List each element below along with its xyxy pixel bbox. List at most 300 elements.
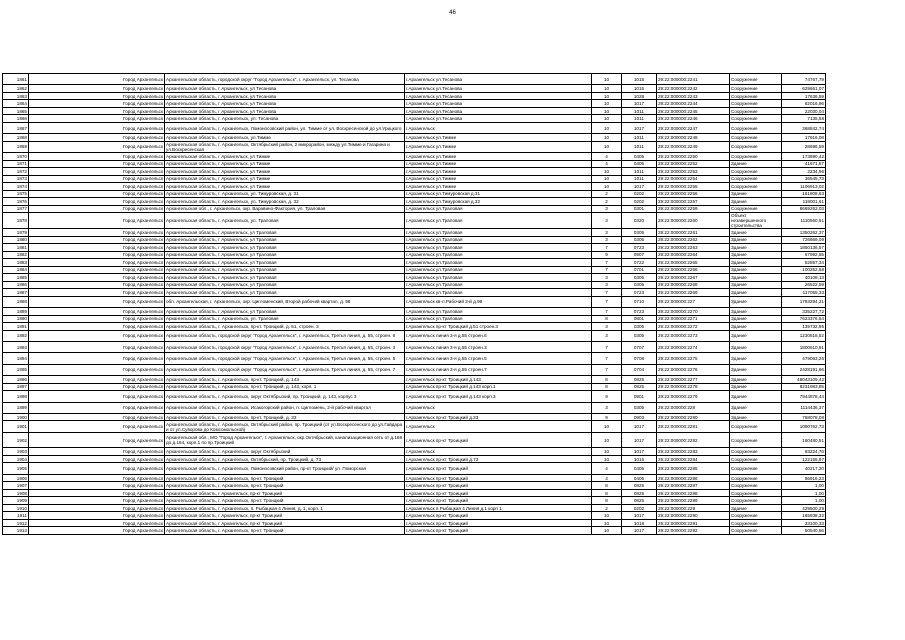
code-subsection-cell: 0704	[622, 364, 657, 375]
municipality-cell: Город Архангельск	[29, 463, 165, 474]
address-cell: Архангельская область, г Архангельск, пр-кт Троицкий	[165, 512, 405, 520]
cadastral-number-cell: 29:22:000000:2242	[657, 85, 730, 93]
object-type-cell: Сооружение	[730, 463, 782, 474]
code-section-cell: 9	[592, 391, 622, 402]
code-section-cell: 10	[592, 115, 622, 123]
code-subsection-cell: 1011	[622, 134, 657, 142]
row-number-cell: 1894	[3, 353, 29, 364]
municipality-cell: Город Архангельск	[29, 482, 165, 490]
municipality-cell: Город Архангельск	[29, 205, 165, 213]
municipality-cell: Город Архангельск	[29, 383, 165, 391]
code-subsection-cell: 1017	[622, 432, 657, 448]
cadastral-number-cell: 29:22:000000:2241	[657, 74, 730, 85]
value-cell: 1090762,73	[782, 421, 826, 432]
table-row	[3, 92, 826, 100]
code-section-cell: 10	[592, 448, 622, 456]
value-cell: 1,00	[782, 489, 826, 497]
row-number-cell: 1861	[3, 74, 29, 85]
table-row	[3, 251, 826, 259]
table-row	[3, 519, 826, 527]
object-type-cell: Здание	[730, 383, 782, 391]
value-cell: 1110560,51	[782, 213, 826, 229]
object-type-cell: Здание	[730, 160, 782, 168]
code-section-cell: 10	[592, 74, 622, 85]
location-cell: г.Архангельск ул.Траловая	[405, 274, 592, 282]
object-type-cell: Сооружение	[730, 85, 782, 93]
table-row	[3, 168, 826, 176]
cadastral-number-cell: 29:22:000000:2259	[657, 205, 730, 213]
location-cell: г.Архангельск ул.Тесанова	[405, 74, 592, 85]
code-subsection-cell: 1011	[622, 175, 657, 183]
object-type-cell: Здание	[730, 376, 782, 384]
municipality-cell: Город Архангельск	[29, 236, 165, 244]
row-number-cell: 1913	[3, 527, 29, 535]
municipality-cell: Город Архангельск	[29, 251, 165, 259]
table-row	[3, 175, 826, 183]
value-cell: 1,00	[782, 482, 826, 490]
row-number-cell: 1875	[3, 190, 29, 198]
location-cell: г.Архангельск ул.Тимме	[405, 175, 592, 183]
object-type-cell: Здание	[730, 289, 782, 297]
cadastral-number-cell: 29:22:000000:2260	[657, 213, 730, 229]
object-type-cell: Здание	[730, 323, 782, 331]
row-number-cell: 1881	[3, 244, 29, 252]
object-type-cell: Объект незавершенного строительства	[730, 213, 782, 229]
row-number-cell: 1884	[3, 266, 29, 274]
code-section-cell: 10	[592, 519, 622, 527]
row-number-cell: 1896	[3, 376, 29, 384]
location-cell: г.Архангельск пр-кт Троицкий д.143	[405, 376, 592, 384]
code-section-cell: 10	[592, 527, 622, 535]
code-section-cell: 3	[592, 213, 622, 229]
row-number-cell: 1905	[3, 463, 29, 474]
cadastral-number-cell: 29:22:000000:2263	[657, 244, 730, 252]
location-cell: г.Архангельск ул.Тесанова	[405, 115, 592, 123]
table-row	[3, 330, 826, 341]
municipality-cell: Город Архангельск	[29, 527, 165, 535]
location-cell: г.Архангельск ул.Тесанова	[405, 100, 592, 108]
code-section-cell: 10	[592, 512, 622, 520]
address-cell: Архангельская область, г. Архангельск, ул. Тимуровская, д. 32	[165, 198, 405, 206]
municipality-cell: Город Архангельск	[29, 100, 165, 108]
object-type-cell: Здание	[730, 504, 782, 512]
cadastral-number-cell: 29:22:000000:2275	[657, 353, 730, 364]
table-row	[3, 353, 826, 364]
object-type-cell: Сооружение	[730, 141, 782, 152]
table-row	[3, 432, 826, 448]
object-type-cell: Здание	[730, 190, 782, 198]
code-section-cell: 8	[592, 482, 622, 490]
address-cell: Архангельская область, г. Архангельск, пр-кт. Троицкий, д. 143	[165, 376, 405, 384]
municipality-cell: Город Архангельск	[29, 274, 165, 282]
code-section-cell: 3	[592, 205, 622, 213]
object-type-cell: Сооружение	[730, 92, 782, 100]
code-subsection-cell: 0301	[622, 205, 657, 213]
cadastral-number-cell: 29:22:000000:2253	[657, 168, 730, 176]
address-cell: Архангельская область, г Архангельск, пр-кт Троицкий	[165, 489, 405, 497]
cadastral-number-cell: 29:22:000000:2285	[657, 463, 730, 474]
code-section-cell: 10	[592, 168, 622, 176]
object-type-cell: Здание	[730, 198, 782, 206]
table-row	[3, 421, 826, 432]
code-section-cell: 3	[592, 281, 622, 289]
code-subsection-cell: 1011	[622, 107, 657, 115]
value-cell: 50540,56	[782, 527, 826, 535]
row-number-cell: 1906	[3, 474, 29, 482]
object-type-cell: Сооружение	[730, 519, 782, 527]
municipality-cell: Город Архангельск	[29, 519, 165, 527]
address-cell: Архангельская область, г Архангельск, ул Траловая	[165, 251, 405, 259]
row-number-cell: 1885	[3, 274, 29, 282]
value-cell: 17916,08	[782, 134, 826, 142]
code-subsection-cell: 0723	[622, 289, 657, 297]
value-cell: 7135,58	[782, 115, 826, 123]
address-cell: Архангельская область, г. Архангельск, Октябрьский, пр. Троицкий, д. 73	[165, 455, 405, 463]
code-section-cell: 10	[592, 85, 622, 93]
cadastral-number-cell: 29:22:000000:2267	[657, 274, 730, 282]
code-subsection-cell: 0825	[622, 482, 657, 490]
row-number-cell: 1878	[3, 213, 29, 229]
address-cell: Архангельская область, г. Архангельск, округ Октябрьский	[165, 448, 405, 456]
location-cell: г.Архангельск пр-кт Троицкий	[405, 482, 592, 490]
table-row	[3, 107, 826, 115]
row-number-cell: 1868	[3, 134, 29, 142]
code-section-cell: 4	[592, 153, 622, 161]
cadastral-number-cell: 29:22:000000:2288	[657, 489, 730, 497]
cadastral-number-cell: 29:22:000000:2265	[657, 259, 730, 267]
table-row	[3, 482, 826, 490]
value-cell: 8669263,03	[782, 205, 826, 213]
row-number-cell: 1866	[3, 115, 29, 123]
address-cell: Архангельская область, городской округ "Город Архангельск", г. Архангельск, Третья линия, д. 55, строен. 7	[165, 364, 405, 375]
address-cell: Архангельская область, г. Архангельск, ул.Тимме	[165, 134, 405, 142]
location-cell: г.Архангельск ул.Тимуровская д.31	[405, 190, 592, 198]
value-cell: 629661,07	[782, 85, 826, 93]
value-cell: 368842,74	[782, 122, 826, 133]
object-type-cell: Сооружение	[730, 122, 782, 133]
code-subsection-cell: 1017	[622, 527, 657, 535]
object-type-cell: Здание	[730, 315, 782, 323]
cadastral-number-cell: 29:22:000000:2252	[657, 160, 730, 168]
cadastral-number-cell: 29:22:000000:2271	[657, 315, 730, 323]
location-cell: г.Архангельск	[405, 402, 592, 413]
municipality-cell: Город Архангельск	[29, 289, 165, 297]
municipality-cell: Город Архангельск	[29, 455, 165, 463]
table-row	[3, 364, 826, 375]
location-cell: г.Архангельск ул.Траловая	[405, 281, 592, 289]
code-subsection-cell: 1015	[622, 74, 657, 85]
row-number-cell: 1876	[3, 198, 29, 206]
code-subsection-cell: 0907	[622, 251, 657, 259]
code-section-cell: 10	[592, 455, 622, 463]
cadastral-number-cell: 29:22:000000:2277	[657, 376, 730, 384]
code-section-cell: 10	[592, 122, 622, 133]
value-cell: 335227,72	[782, 308, 826, 316]
code-subsection-cell: 0708	[622, 353, 657, 364]
code-subsection-cell: 0901	[622, 391, 657, 402]
location-cell: г.Архангельск пр-кт Троицкий	[405, 519, 592, 527]
location-cell: г.Архангельск ул.Тесанова	[405, 92, 592, 100]
address-cell: Архангельская область, г Архангельск, ул Траловая	[165, 266, 405, 274]
code-section-cell: 2	[592, 504, 622, 512]
value-cell: 7944878,44	[782, 391, 826, 402]
municipality-cell: Город Архангельск	[29, 175, 165, 183]
value-cell: 82016,96	[782, 100, 826, 108]
value-cell: 139732,95	[782, 323, 826, 331]
code-subsection-cell: 0305	[622, 402, 657, 413]
code-section-cell: 10	[592, 175, 622, 183]
address-cell: Архангельская область, г Архангельск, ул Тимме	[165, 183, 405, 191]
code-subsection-cell: 0825	[622, 489, 657, 497]
address-cell: Архангельская область, г Архангельск, ул Тимме	[165, 168, 405, 176]
code-subsection-cell: 0722	[622, 259, 657, 267]
municipality-cell: Город Архангельск	[29, 115, 165, 123]
code-section-cell: 8	[592, 315, 622, 323]
code-subsection-cell: 1011	[622, 168, 657, 176]
municipality-cell: Город Архангельск	[29, 281, 165, 289]
code-section-cell: 3	[592, 330, 622, 341]
row-number-cell: 1911	[3, 512, 29, 520]
value-cell: 36545,73	[782, 175, 826, 183]
code-subsection-cell: 0825	[622, 497, 657, 505]
value-cell: 2428191,66	[782, 364, 826, 375]
municipality-cell: Город Архангельск	[29, 153, 165, 161]
code-subsection-cell: 1017	[622, 512, 657, 520]
row-number-cell: 1880	[3, 236, 29, 244]
cadastral-number-cell: 29:22:000000:2289	[657, 497, 730, 505]
location-cell: г.Архангельск пр-кт Троицкий д.73	[405, 455, 592, 463]
code-section-cell: 7	[592, 296, 622, 307]
object-type-cell: Сооружение	[730, 107, 782, 115]
row-number-cell: 1871	[3, 160, 29, 168]
cadastral-number-cell: 29:22:000000:2257	[657, 198, 730, 206]
location-cell: г.Архангельск ул.Траловая	[405, 229, 592, 237]
code-section-cell: 7	[592, 308, 622, 316]
object-type-cell: Здание	[730, 259, 782, 267]
table-row	[3, 183, 826, 191]
object-type-cell: Сооружение	[730, 497, 782, 505]
location-cell: г.Архангельск пр-кт Троицкий	[405, 512, 592, 520]
address-cell: Архангельская область, г Архангельск, ул Тесанова	[165, 85, 405, 93]
value-cell: 117055,33	[782, 289, 826, 297]
code-subsection-cell: 1017	[622, 448, 657, 456]
object-type-cell: Здание	[730, 308, 782, 316]
code-section-cell: 10	[592, 92, 622, 100]
value-cell: 173890,42	[782, 153, 826, 161]
cadastral-number-cell: 29:22:000000:2262	[657, 236, 730, 244]
code-section-cell: 10	[592, 141, 622, 152]
code-section-cell: 10	[592, 432, 622, 448]
table-row	[3, 198, 826, 206]
code-section-cell: 7	[592, 353, 622, 364]
location-cell: г.Архангельск пр-кт Троицкий д.33	[405, 413, 592, 421]
code-subsection-cell: 0405	[622, 160, 657, 168]
cadastral-number-cell: 29:22:000000:2247	[657, 122, 730, 133]
code-section-cell: 8	[592, 489, 622, 497]
municipality-cell: Город Архангельск	[29, 259, 165, 267]
municipality-cell: Город Архангельск	[29, 504, 165, 512]
location-cell: г.Архангельск ул.Траловая	[405, 315, 592, 323]
object-type-cell: Сооружение	[730, 153, 782, 161]
code-subsection-cell: 0405	[622, 474, 657, 482]
object-type-cell: Здание	[730, 251, 782, 259]
location-cell: г.Архангельск ул.Тимме	[405, 168, 592, 176]
row-number-cell: 1865	[3, 107, 29, 115]
code-section-cell: 3	[592, 236, 622, 244]
address-cell: Архангельская область, г Архангельск, ул Траловая	[165, 259, 405, 267]
address-cell: Архангельская область, г Архангельск, ул Траловая	[165, 229, 405, 237]
object-type-cell: Сооружение	[730, 527, 782, 535]
location-cell: г.Архангельск пр-кт Троицкий	[405, 474, 592, 482]
location-cell: г.Архангельск ул.Траловая	[405, 289, 592, 297]
table-row	[3, 122, 826, 133]
code-subsection-cell: 0202	[622, 198, 657, 206]
row-number-cell: 1889	[3, 308, 29, 316]
object-type-cell: Сооружение	[730, 115, 782, 123]
code-section-cell: 8	[592, 376, 622, 384]
table-row	[3, 527, 826, 535]
location-cell: г.Архангельск ул.Тимме	[405, 160, 592, 168]
cadastral-number-cell: 29:22:000000:229	[657, 504, 730, 512]
object-type-cell: Здание	[730, 341, 782, 352]
value-cell: 1800610,91	[782, 341, 826, 352]
row-number-cell: 1893	[3, 341, 29, 352]
cadastral-number-cell: 29:22:000000:2282	[657, 432, 730, 448]
table-row	[3, 376, 826, 384]
value-cell: 161808,63	[782, 190, 826, 198]
address-cell: Архангельская область, г. Архангельск, пр-кт. Троицкий	[165, 527, 405, 535]
address-cell: Архангельская область, г. Архангельск, пр-кт. Троицкий	[165, 474, 405, 482]
row-number-cell: 1887	[3, 289, 29, 297]
object-type-cell: Сооружение	[730, 448, 782, 456]
location-cell: г.Архангельск ул.Тесанова	[405, 85, 592, 93]
row-number-cell: 1900	[3, 413, 29, 421]
table-row	[3, 463, 826, 474]
row-number-cell: 1886	[3, 281, 29, 289]
address-cell: Архангельская область, г Архангельск, ул Тимме	[165, 153, 405, 161]
cadastral-number-cell: 29:22:000000:2248	[657, 134, 730, 142]
row-number-cell: 1898	[3, 391, 29, 402]
location-cell: г.Архангельск ул.Тимме	[405, 134, 592, 142]
code-section-cell: 10	[592, 107, 622, 115]
object-type-cell: Здание	[730, 413, 782, 421]
cadastral-number-cell: 29:22:000000:2249	[657, 141, 730, 152]
cadastral-number-cell: 29:22:000000:228	[657, 402, 730, 413]
object-type-cell: Сооружение	[730, 455, 782, 463]
page-number: 46	[449, 10, 456, 16]
row-number-cell: 1910	[3, 504, 29, 512]
address-cell: Архангельская область, г Архангельск, ул Траловая	[165, 236, 405, 244]
location-cell: г.Архангельск ул.Траловая	[405, 205, 592, 213]
value-cell: 93224,76	[782, 448, 826, 456]
location-cell: г.Архангельск ул.Тимме	[405, 183, 592, 191]
table-row	[3, 85, 826, 93]
cadastral-number-cell: 29:22:000000:2268	[657, 281, 730, 289]
code-subsection-cell: 0701	[622, 266, 657, 274]
location-cell: г.Архангельск ул.Тимме	[405, 141, 592, 152]
address-cell: Архангельская область, г. Архангельск, Ломоносовский район, пр-кт Троицкий/ ул. Поморская	[165, 463, 405, 474]
address-cell: Архангельская область, г. Архангельск, ул. Тесанова	[165, 115, 405, 123]
value-cell: 33100,33	[782, 519, 826, 527]
object-type-cell: Здание	[730, 330, 782, 341]
municipality-cell: Город Архангельск	[29, 122, 165, 133]
code-section-cell: 3	[592, 323, 622, 331]
property-register-table	[2, 73, 826, 535]
object-type-cell: Здание	[730, 266, 782, 274]
municipality-cell: Город Архангельск	[29, 364, 165, 375]
municipality-cell: Город Архангельск	[29, 308, 165, 316]
location-cell: г.Архангельск ул.Траловая	[405, 251, 592, 259]
table-row	[3, 213, 826, 229]
value-cell: 100252,68	[782, 266, 826, 274]
row-number-cell: 1867	[3, 122, 29, 133]
object-type-cell: Здание	[730, 236, 782, 244]
object-type-cell: Здание	[730, 274, 782, 282]
code-section-cell: 3	[592, 229, 622, 237]
code-subsection-cell: 1011	[622, 141, 657, 152]
location-cell: г.Архангельск линия 3-я д.55 строен.7	[405, 364, 592, 375]
location-cell: г.Архангельск пр-кт Троицкий	[405, 497, 592, 505]
municipality-cell: Город Архангельск	[29, 244, 165, 252]
municipality-cell: Город Архангельск	[29, 85, 165, 93]
address-cell: обл. Архангельская, г. Архангельск, окр. Цигломенский, Второй рабочий квартал, д. 98	[165, 296, 405, 307]
cadastral-number-cell: 29:22:000000:2278	[657, 383, 730, 391]
cadastral-number-cell: 29:22:000000:2273	[657, 330, 730, 341]
code-section-cell: 9	[592, 413, 622, 421]
row-number-cell: 1890	[3, 315, 29, 323]
value-cell: 160480,51	[782, 432, 826, 448]
value-cell: 768078,08	[782, 413, 826, 421]
location-cell: г.Архангельск ул.Траловая	[405, 308, 592, 316]
location-cell: г.Архангельск	[405, 448, 592, 456]
row-number-cell: 1863	[3, 92, 29, 100]
object-type-cell: Сооружение	[730, 100, 782, 108]
municipality-cell: Город Архангельск	[29, 107, 165, 115]
address-cell: Архангельская область, г Архангельск, ул Траловая	[165, 308, 405, 316]
code-subsection-cell: 1017	[622, 183, 657, 191]
municipality-cell: Город Архангельск	[29, 474, 165, 482]
municipality-cell: Город Архангельск	[29, 341, 165, 352]
object-type-cell: Сооружение	[730, 168, 782, 176]
municipality-cell: Город Архангельск	[29, 296, 165, 307]
location-cell: г.Архангельск ул.Тимме	[405, 153, 592, 161]
object-type-cell: Сооружение	[730, 432, 782, 448]
cadastral-number-cell: 29:22:000000:2256	[657, 190, 730, 198]
cadastral-number-cell: 29:22:000000:2270	[657, 308, 730, 316]
table-row	[3, 341, 826, 352]
table-row	[3, 236, 826, 244]
code-subsection-cell: 0903	[622, 413, 657, 421]
object-type-cell: Здание	[730, 281, 782, 289]
table-row	[3, 497, 826, 505]
code-subsection-cell: 0305	[622, 236, 657, 244]
code-subsection-cell: 1017	[622, 100, 657, 108]
value-cell: 41671,87	[782, 160, 826, 168]
object-type-cell: Сооружение	[730, 489, 782, 497]
table-row	[3, 153, 826, 161]
cadastral-number-cell: 29:22:000000:227	[657, 296, 730, 307]
object-type-cell: Сооружение	[730, 205, 782, 213]
row-number-cell: 1874	[3, 183, 29, 191]
address-cell: Архангельская область, г Архангельск, ул Тесанова	[165, 92, 405, 100]
location-cell: г.Архангельск	[405, 421, 592, 432]
municipality-cell: Город Архангельск	[29, 229, 165, 237]
cadastral-number-cell: 29:22:000000:2269	[657, 289, 730, 297]
row-number-cell: 1904	[3, 455, 29, 463]
code-subsection-cell: 0723	[622, 308, 657, 316]
table-row	[3, 281, 826, 289]
address-cell: Архангельская область, г. Архангельск, пр-кт. Троицкий	[165, 482, 405, 490]
